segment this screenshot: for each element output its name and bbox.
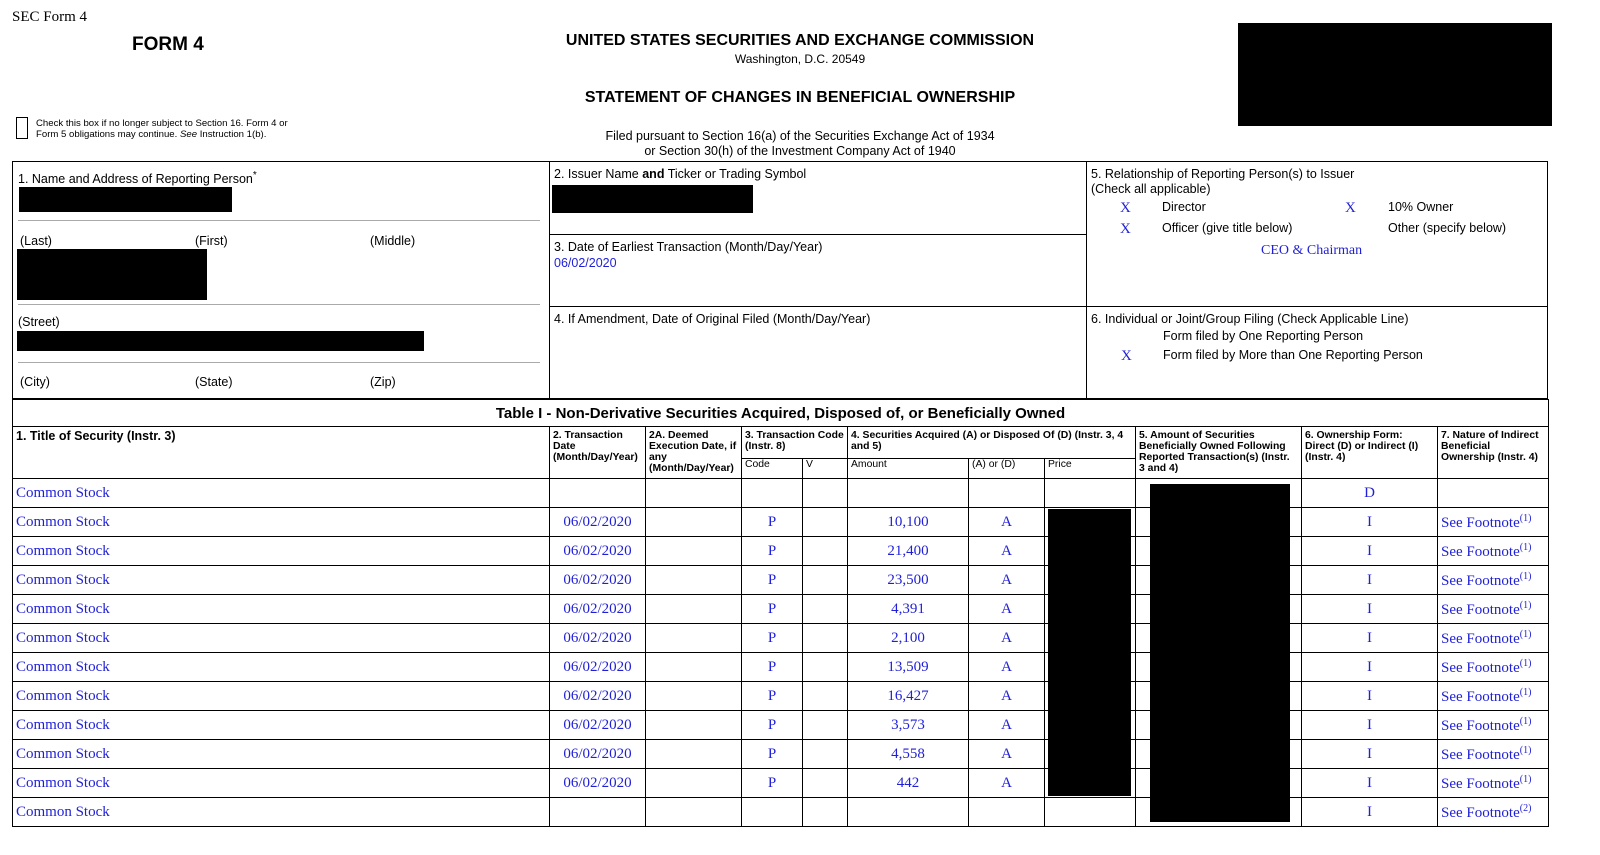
v-cell [803, 711, 848, 740]
ownership-form-cell: I [1302, 769, 1438, 798]
security-title-cell: Common Stock [13, 740, 550, 769]
form-title: FORM 4 [132, 34, 204, 55]
col-ownership-form: 6. Ownership Form: Direct (D) or Indirect (I) (Instr. 4) [1302, 427, 1438, 479]
footnote-ref[interactable]: (1) [1519, 657, 1532, 669]
footnote-ref[interactable]: (1) [1519, 512, 1532, 524]
earliest-transaction-date: 06/02/2020 [554, 256, 617, 270]
a-or-d-cell: A [969, 769, 1045, 798]
city-caption: (City) [20, 375, 50, 389]
redacted-street [17, 249, 207, 300]
nature-cell: See Footnote$^{(1)}$ [1438, 740, 1549, 769]
footnote-ref[interactable]: (1) [1519, 773, 1532, 785]
more-than-one-label: Form filed by More than One Reporting Person [1163, 348, 1423, 362]
box5-label: 5. Relationship of Reporting Person(s) to Issuer [1091, 167, 1355, 181]
a-or-d-cell: A [969, 740, 1045, 769]
ownership-form-cell: I [1302, 595, 1438, 624]
nature-cell: See Footnote$^{(1)}$ [1438, 508, 1549, 537]
transaction-code-cell: P [742, 653, 803, 682]
price-cell [1045, 479, 1136, 508]
amount-cell [848, 479, 969, 508]
amount-cell: 10,100 [848, 508, 969, 537]
table-non-derivative [12, 399, 1549, 827]
transaction-code-cell: P [742, 624, 803, 653]
ownership-form-cell: I [1302, 566, 1438, 595]
transaction-code-cell: P [742, 566, 803, 595]
transaction-date-cell: 06/02/2020 [550, 624, 646, 653]
a-or-d-cell [969, 798, 1045, 827]
a-or-d-cell: A [969, 566, 1045, 595]
v-cell [803, 566, 848, 595]
officer-label: Officer (give title below) [1162, 221, 1293, 235]
security-title-cell: Common Stock [13, 595, 550, 624]
v-cell [803, 537, 848, 566]
filed-pursuant-line-1: Filed pursuant to Section 16(a) of the Securities Exchange Act of 1934 [605, 129, 995, 143]
deemed-date-cell [646, 798, 742, 827]
security-title-cell: Common Stock [13, 508, 550, 537]
transaction-date-cell: 06/02/2020 [550, 566, 646, 595]
col-amount: Amount [848, 459, 969, 479]
box5-sublabel: (Check all applicable) [1091, 182, 1211, 196]
director-check-mark: X [1120, 200, 1131, 216]
col-deemed-execution-date: 2A. Deemed Execution Date, if any (Month/Day/Year) [646, 427, 742, 479]
ten-percent-owner-check-mark: X [1345, 200, 1356, 216]
v-cell [803, 740, 848, 769]
price-cell [1045, 798, 1136, 827]
first-name-caption: (First) [195, 234, 228, 248]
officer-check-mark: X [1120, 221, 1131, 237]
deemed-date-cell [646, 566, 742, 595]
middle-name-caption: (Middle) [370, 234, 416, 248]
transaction-code-cell [742, 479, 803, 508]
transaction-code-cell [742, 798, 803, 827]
deemed-date-cell [646, 479, 742, 508]
nature-cell: See Footnote$^{(1)}$ [1438, 595, 1549, 624]
transaction-code-cell: P [742, 537, 803, 566]
box1-label: 1. Name and Address of Reporting Person* [18, 170, 257, 187]
transaction-code-cell: P [742, 508, 803, 537]
deemed-date-cell [646, 624, 742, 653]
transaction-date-cell: 06/02/2020 [550, 508, 646, 537]
security-title-cell: Common Stock [13, 769, 550, 798]
more-than-one-check-mark: X [1121, 348, 1132, 364]
security-title-cell: Common Stock [13, 566, 550, 595]
sec-form-label: SEC Form 4 [12, 9, 88, 25]
amount-cell: 21,400 [848, 537, 969, 566]
security-title-cell: Common Stock [13, 798, 550, 827]
street-caption: (Street) [18, 315, 60, 329]
transaction-code-cell: P [742, 595, 803, 624]
redacted-amounts-owned [1150, 484, 1290, 822]
deemed-date-cell [646, 740, 742, 769]
transaction-date-cell: 06/02/2020 [550, 711, 646, 740]
transaction-code-cell: P [742, 682, 803, 711]
footnote-ref[interactable]: (2) [1519, 802, 1532, 814]
amount-cell: 4,391 [848, 595, 969, 624]
v-cell [803, 682, 848, 711]
amount-cell: 23,500 [848, 566, 969, 595]
v-cell [803, 479, 848, 508]
table-row [13, 508, 1549, 537]
v-cell [803, 508, 848, 537]
table-row [13, 595, 1549, 624]
nature-cell: See Footnote$^{(1)}$ [1438, 653, 1549, 682]
a-or-d-cell [969, 479, 1045, 508]
v-cell [803, 653, 848, 682]
nature-cell: See Footnote$^{(1)}$ [1438, 711, 1549, 740]
transaction-date-cell: 06/02/2020 [550, 653, 646, 682]
other-label: Other (specify below) [1388, 221, 1507, 235]
amount-cell: 442 [848, 769, 969, 798]
redacted-name [19, 187, 232, 212]
divider [18, 304, 540, 305]
ownership-form-cell: I [1302, 682, 1438, 711]
transaction-code-cell: P [742, 711, 803, 740]
v-cell [803, 769, 848, 798]
state-caption: (State) [195, 375, 233, 389]
amount-cell: 3,573 [848, 711, 969, 740]
transaction-date-cell: 06/02/2020 [550, 682, 646, 711]
a-or-d-cell: A [969, 508, 1045, 537]
footnote-ref[interactable]: (1) [1519, 628, 1532, 640]
v-cell [803, 624, 848, 653]
table-row [13, 566, 1549, 595]
nature-cell: See Footnote$^{(2)}$ [1438, 798, 1549, 827]
ownership-form-cell: I [1302, 624, 1438, 653]
footnote-ref[interactable]: (1) [1519, 599, 1532, 611]
ten-percent-owner-label: 10% Owner [1388, 200, 1454, 214]
last-name-caption: (Last) [20, 234, 52, 248]
transaction-date-cell: 06/02/2020 [550, 740, 646, 769]
col-transaction-code: 3. Transaction Code (Instr. 8) [742, 427, 848, 459]
nature-cell: See Footnote$^{(1)}$ [1438, 624, 1549, 653]
transaction-code-cell: P [742, 740, 803, 769]
col-securities-acquired: 4. Securities Acquired (A) or Disposed Of (D) (Instr. 3, 4 and 5) [848, 427, 1136, 459]
transaction-date-cell: 06/02/2020 [550, 769, 646, 798]
security-title-cell: Common Stock [13, 682, 550, 711]
divider [18, 220, 540, 221]
col-transaction-date: 2. Transaction Date (Month/Day/Year) [550, 427, 646, 479]
ownership-form-cell: D [1302, 479, 1438, 508]
section16-checkbox[interactable] [16, 117, 28, 139]
a-or-d-cell: A [969, 653, 1045, 682]
nature-cell: See Footnote$^{(1)}$ [1438, 682, 1549, 711]
footnote-ref[interactable]: (1) [1519, 715, 1532, 727]
a-or-d-cell: A [969, 682, 1045, 711]
one-person-label: Form filed by One Reporting Person [1163, 329, 1364, 343]
table-row [13, 537, 1549, 566]
table-row [13, 624, 1549, 653]
redacted-omb-box [1238, 23, 1552, 126]
section16-checkbox-label: Check this box if no longer subject to Section 16. Form 4 or Form 5 obligations may continue. See Instruction 1(b). [36, 118, 288, 140]
transaction-date-cell: 06/02/2020 [550, 537, 646, 566]
deemed-date-cell [646, 653, 742, 682]
footnote-ref[interactable]: (1) [1519, 744, 1532, 756]
amount-cell: 13,509 [848, 653, 969, 682]
nature-cell: See Footnote$^{(1)}$ [1438, 769, 1549, 798]
col-a-or-d: (A) or (D) [969, 459, 1045, 479]
v-cell [803, 595, 848, 624]
nature-cell: See Footnote$^{(1)}$ [1438, 566, 1549, 595]
a-or-d-cell: A [969, 624, 1045, 653]
ownership-form-cell: I [1302, 537, 1438, 566]
security-title-cell: Common Stock [13, 653, 550, 682]
divider [18, 362, 540, 363]
ownership-form-cell: I [1302, 653, 1438, 682]
redacted-issuer [552, 185, 753, 213]
col-title-of-security: 1. Title of Security (Instr. 3) [13, 427, 550, 479]
redacted-prices [1048, 509, 1131, 796]
security-title-cell: Common Stock [13, 711, 550, 740]
deemed-date-cell [646, 711, 742, 740]
box6-label: 6. Individual or Joint/Group Filing (Check Applicable Line) [1091, 312, 1409, 326]
filed-pursuant-line-2: or Section 30(h) of the Investment Company Act of 1940 [644, 144, 956, 158]
amount-cell [848, 798, 969, 827]
table-row [13, 682, 1549, 711]
col-nature-of-ownership: 7. Nature of Indirect Beneficial Ownership (Instr. 4) [1438, 427, 1549, 479]
deemed-date-cell [646, 508, 742, 537]
deemed-date-cell [646, 537, 742, 566]
zip-caption: (Zip) [370, 375, 396, 389]
transaction-date-cell [550, 798, 646, 827]
transaction-code-cell: P [742, 769, 803, 798]
table-row [13, 798, 1549, 827]
deemed-date-cell [646, 769, 742, 798]
box3-label: 3. Date of Earliest Transaction (Month/Day/Year) [554, 240, 823, 254]
nature-cell: See Footnote$^{(1)}$ [1438, 537, 1549, 566]
security-title-cell: Common Stock [13, 624, 550, 653]
table-row [13, 769, 1549, 798]
ownership-form-cell: I [1302, 740, 1438, 769]
footnote-ref[interactable]: (1) [1519, 541, 1532, 553]
table-row [13, 653, 1549, 682]
footnote-ref[interactable]: (1) [1519, 570, 1532, 582]
agency-name: UNITED STATES SECURITIES AND EXCHANGE COMMISSION [565, 32, 1035, 49]
transaction-date-cell [550, 479, 646, 508]
deemed-date-cell [646, 595, 742, 624]
ownership-form-cell: I [1302, 798, 1438, 827]
a-or-d-cell: A [969, 537, 1045, 566]
a-or-d-cell: A [969, 595, 1045, 624]
ownership-form-cell: I [1302, 711, 1438, 740]
officer-title: CEO & Chairman [1261, 243, 1363, 258]
agency-address: Washington, D.C. 20549 [734, 52, 866, 66]
table-row [13, 711, 1549, 740]
col-amount-owned: 5. Amount of Securities Beneficially Owned Following Reported Transaction(s) (Instr. 3 and 4) [1136, 427, 1302, 479]
ownership-form-cell: I [1302, 508, 1438, 537]
security-title-cell: Common Stock [13, 537, 550, 566]
col-price: Price [1045, 459, 1136, 479]
box4-label: 4. If Amendment, Date of Original Filed (Month/Day/Year) [554, 312, 871, 326]
col-code: Code [742, 459, 803, 479]
amount-cell: 2,100 [848, 624, 969, 653]
transaction-date-cell: 06/02/2020 [550, 595, 646, 624]
box2-label: 2. Issuer Name and Ticker or Trading Symbol [554, 167, 807, 181]
redacted-city [17, 331, 424, 351]
footnote-ref[interactable]: (1) [1519, 686, 1532, 698]
table-row [13, 479, 1549, 508]
v-cell [803, 798, 848, 827]
deemed-date-cell [646, 682, 742, 711]
statement-title: STATEMENT OF CHANGES IN BENEFICIAL OWNERSHIP [584, 89, 1016, 106]
col-v: V [803, 459, 848, 479]
security-title-cell: Common Stock [13, 479, 550, 508]
amount-cell: 4,558 [848, 740, 969, 769]
director-label: Director [1162, 200, 1206, 214]
amount-cell: 16,427 [848, 682, 969, 711]
table-row [13, 740, 1549, 769]
a-or-d-cell: A [969, 711, 1045, 740]
nature-cell [1438, 479, 1549, 508]
table-caption: Table I - Non-Derivative Securities Acquired, Disposed of, or Beneficially Owned [13, 400, 1549, 427]
